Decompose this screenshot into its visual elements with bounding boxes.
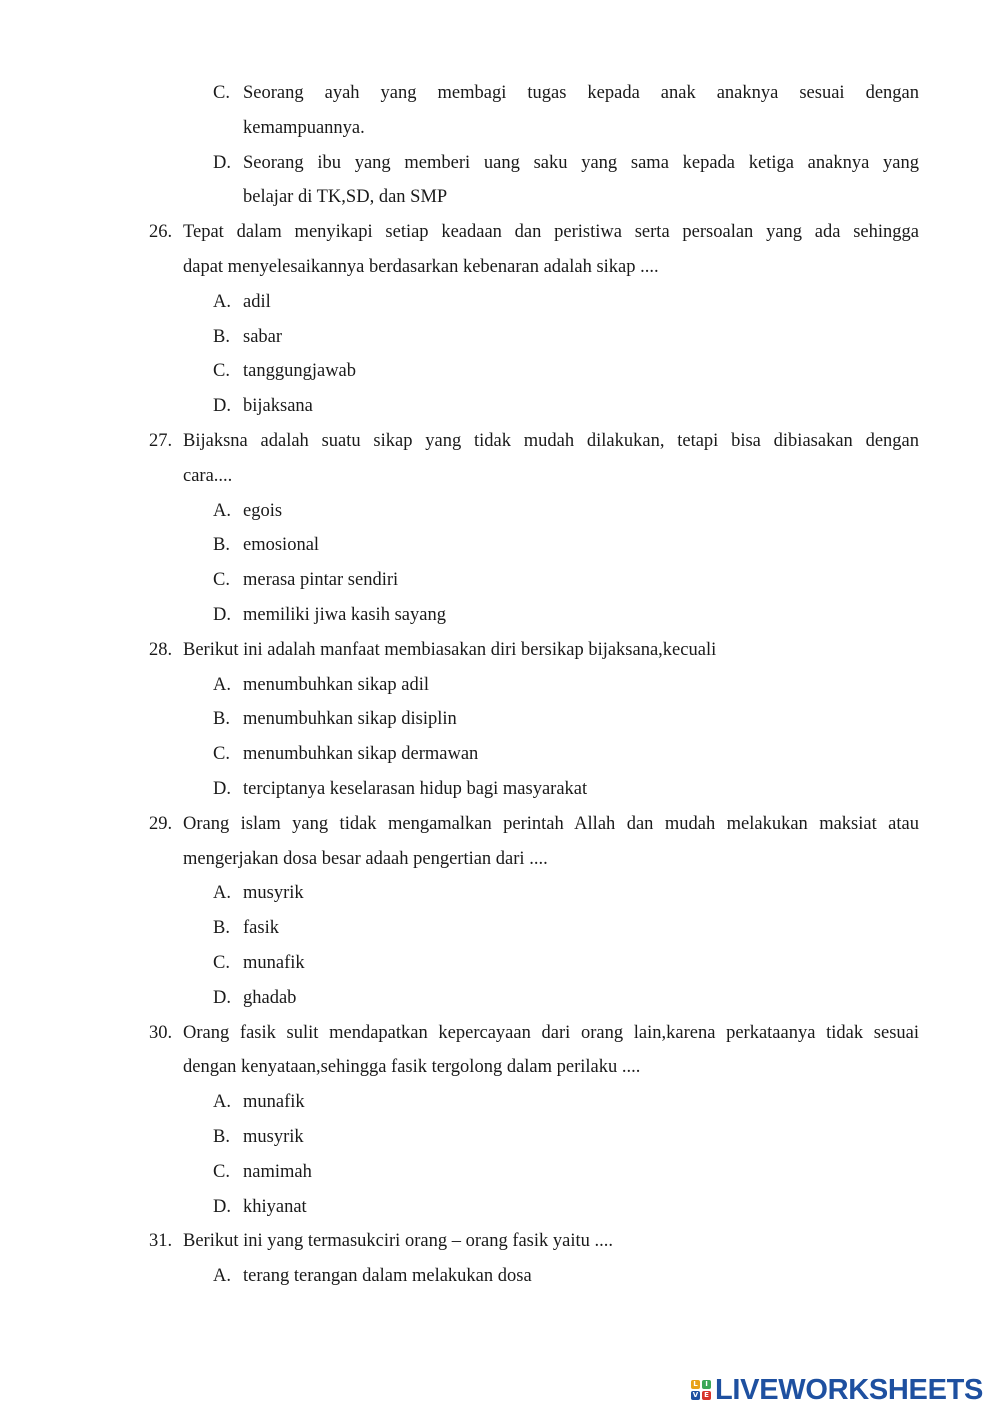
option-text: bijaksana bbox=[243, 396, 313, 416]
option-letter: B. bbox=[213, 709, 230, 729]
logo-text: LIVEWORKSHEETS bbox=[715, 1373, 984, 1406]
option-text: namimah bbox=[243, 1162, 312, 1182]
option-letter: C. bbox=[213, 953, 230, 973]
option-text: Seorang ayah yang membagi tugas kepada anak anaknya sesuai dengan bbox=[243, 83, 919, 103]
liveworksheets-logo[interactable] bbox=[691, 1375, 983, 1405]
logo-mark-icon bbox=[691, 1380, 711, 1400]
question-text: cara.... bbox=[183, 466, 233, 486]
option-text: munafik bbox=[243, 953, 305, 973]
option-letter: A. bbox=[213, 883, 231, 903]
logo-mark-tile: E bbox=[702, 1391, 711, 1400]
option-text: menumbuhkan sikap disiplin bbox=[243, 709, 457, 729]
option-text: menumbuhkan sikap adil bbox=[243, 675, 429, 695]
option-text: tanggungjawab bbox=[243, 361, 357, 381]
option-text: khiyanat bbox=[243, 1197, 307, 1217]
question-number: 29. bbox=[149, 814, 173, 834]
option-letter: C. bbox=[213, 744, 230, 764]
option-text: musyrik bbox=[243, 883, 304, 903]
question-number: 27. bbox=[149, 431, 173, 451]
question-text: dengan kenyataan,sehingga fasik tergolong dalam perilaku .... bbox=[183, 1057, 641, 1077]
option-letter: A. bbox=[213, 501, 231, 521]
logo-mark-tile: L bbox=[691, 1380, 700, 1389]
option-letter: A. bbox=[213, 675, 231, 695]
question-number: 28. bbox=[149, 640, 173, 660]
option-letter: C. bbox=[213, 361, 230, 381]
option-letter: A. bbox=[213, 1266, 231, 1286]
option-text: menumbuhkan sikap dermawan bbox=[243, 744, 479, 764]
logo-mark-tile: V bbox=[692, 1391, 699, 1399]
option-text: emosional bbox=[243, 535, 320, 555]
question-number: 31. bbox=[149, 1231, 173, 1251]
question-text: mengerjakan dosa besar adaah pengertian dari .... bbox=[183, 849, 548, 869]
option-letter: C. bbox=[213, 570, 230, 590]
option-text: merasa pintar sendiri bbox=[243, 570, 399, 590]
option-text: munafik bbox=[243, 1092, 305, 1112]
question-text: Orang islam yang tidak mengamalkan perintah Allah dan mudah melakukan maksiat atau bbox=[183, 814, 919, 834]
option-letter: B. bbox=[213, 535, 230, 555]
option-text: musyrik bbox=[243, 1127, 304, 1147]
question-number: 30. bbox=[149, 1023, 173, 1043]
question-text: Orang fasik sulit mendapatkan kepercayaan dari orang lain,karena perkataanya tidak sesuai bbox=[183, 1023, 919, 1043]
question-text: Berikut ini adalah manfaat membiasakan diri bersikap bijaksana,kecuali bbox=[183, 640, 717, 660]
option-text: ghadab bbox=[243, 988, 297, 1008]
logo-mark-tile: I bbox=[702, 1380, 711, 1389]
option-letter: D. bbox=[213, 988, 231, 1008]
option-text: terang terangan dalam melakukan dosa bbox=[243, 1266, 532, 1286]
option-letter: D. bbox=[213, 396, 231, 416]
option-letter: B. bbox=[213, 327, 230, 347]
option-letter: D. bbox=[213, 1197, 231, 1217]
option-letter: B. bbox=[213, 918, 230, 938]
option-letter: B. bbox=[213, 1127, 230, 1147]
option-letter: D. bbox=[213, 605, 231, 625]
question-number: 26. bbox=[149, 222, 173, 242]
option-text: Seorang ibu yang memberi uang saku yang sama kepada ketiga anaknya yang bbox=[243, 153, 919, 173]
option-text: belajar di TK,SD, dan SMP bbox=[243, 187, 448, 207]
option-letter: A. bbox=[213, 1092, 231, 1112]
question-text: Bijaksna adalah suatu sikap yang tidak mudah dilakukan, tetapi bisa dibiasakan dengan bbox=[183, 431, 919, 451]
option-text: kemampuannya. bbox=[243, 118, 365, 138]
option-text: sabar bbox=[243, 327, 283, 347]
option-letter: C. bbox=[213, 1162, 230, 1182]
option-letter: D. bbox=[213, 779, 231, 799]
option-text: terciptanya keselarasan hidup bagi masyarakat bbox=[243, 779, 588, 799]
option-letter: A. bbox=[213, 292, 231, 312]
option-text: memiliki jiwa kasih sayang bbox=[243, 605, 446, 625]
option-letter: C. bbox=[213, 83, 230, 103]
question-text: Tepat dalam menyikapi setiap keadaan dan peristiwa serta persoalan yang ada sehingga bbox=[183, 222, 919, 242]
question-text: dapat menyelesaikannya berdasarkan kebenaran adalah sikap .... bbox=[183, 257, 659, 277]
option-text: egois bbox=[243, 501, 283, 521]
option-letter: D. bbox=[213, 153, 231, 173]
option-text: adil bbox=[243, 292, 271, 312]
question-text: Berikut ini yang termasukciri orang – orang fasik yaitu .... bbox=[183, 1231, 614, 1251]
option-text: fasik bbox=[243, 918, 279, 938]
